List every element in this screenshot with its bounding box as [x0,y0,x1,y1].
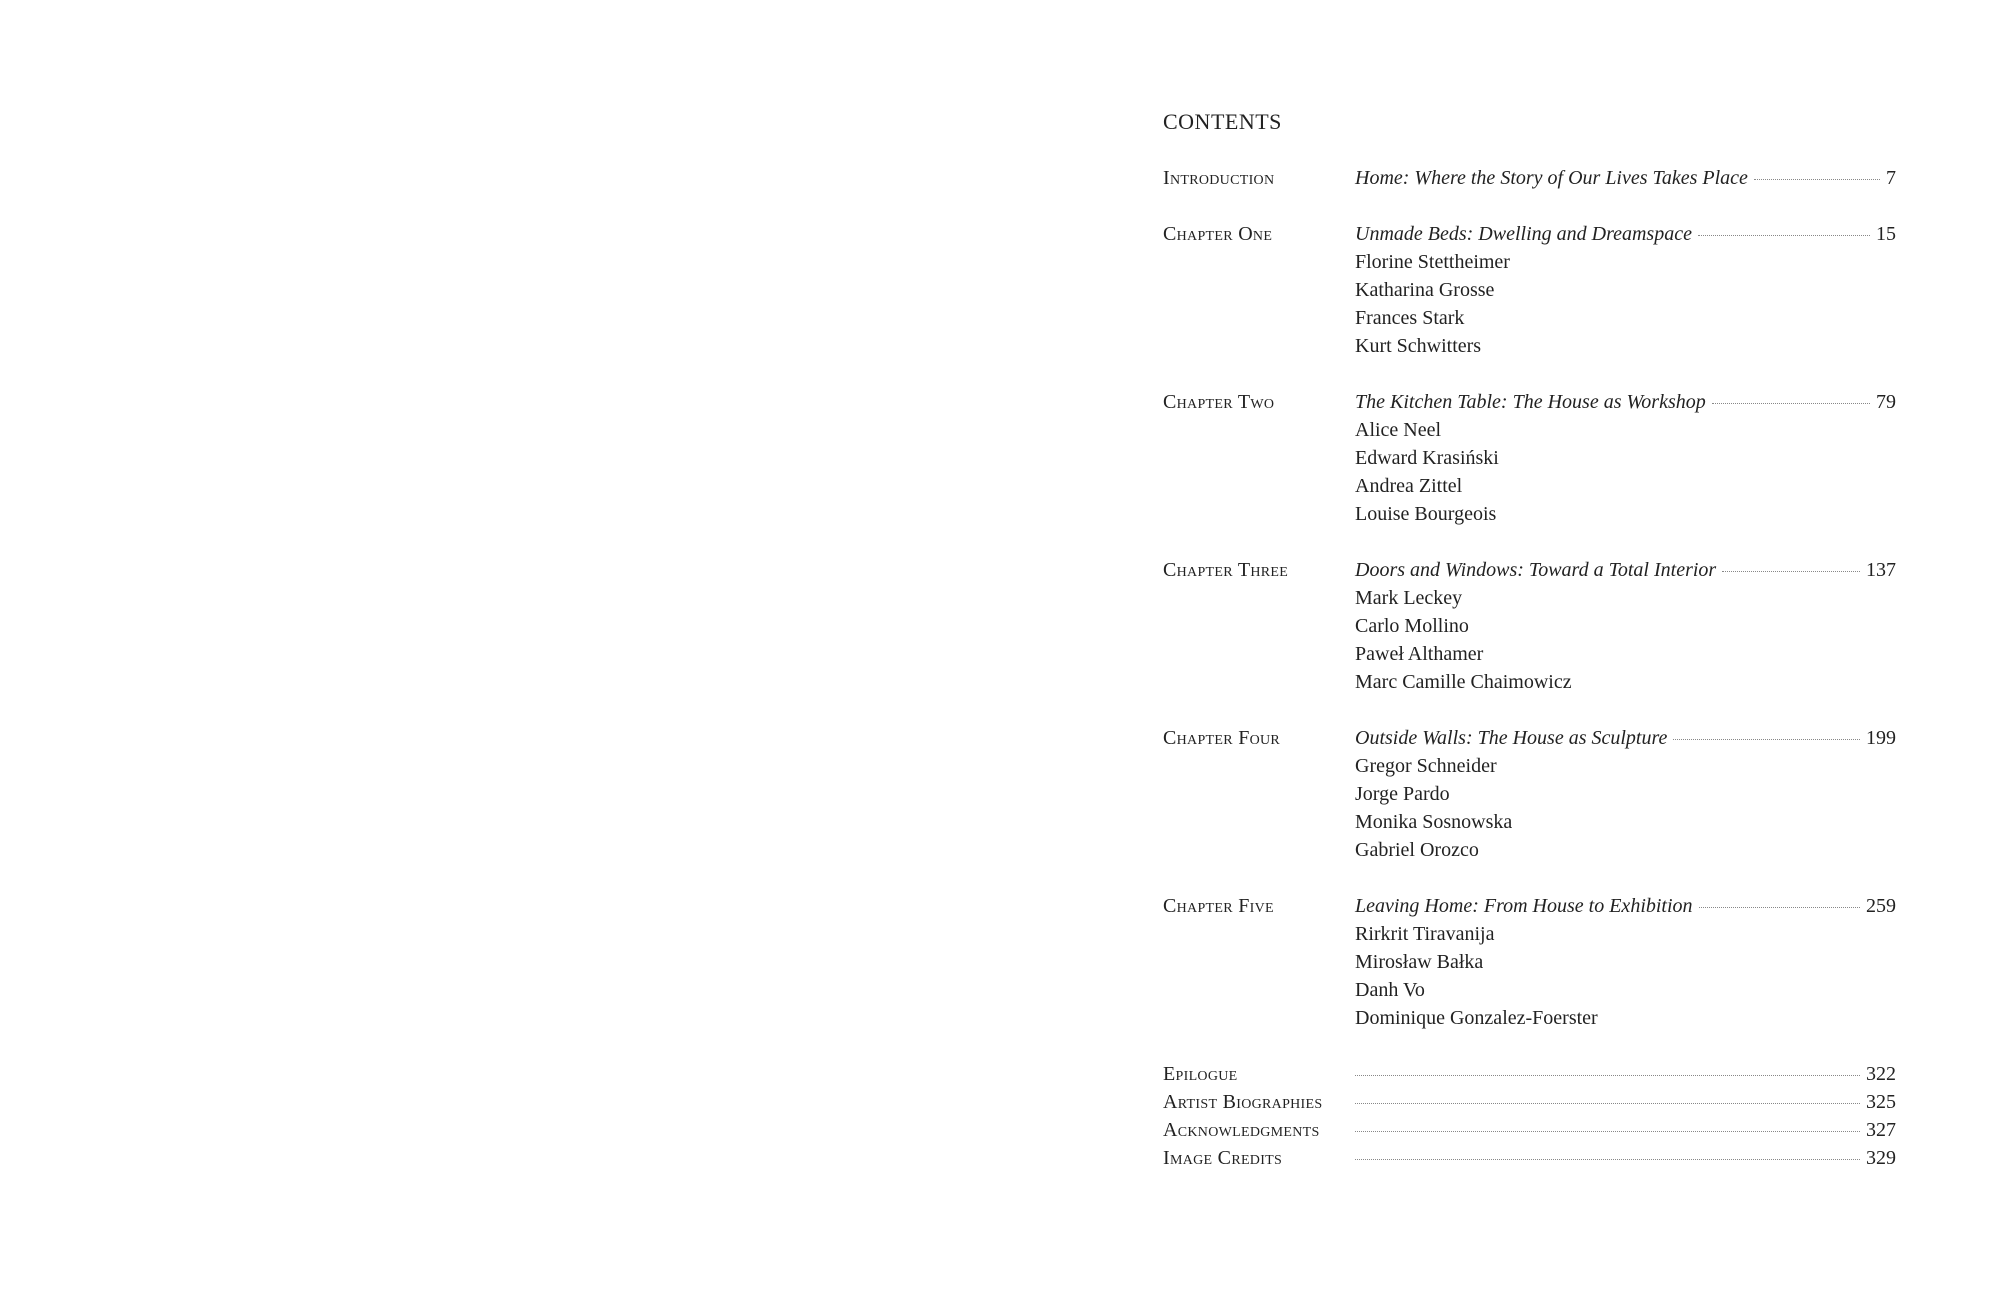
section-label: Chapter Four [1163,727,1281,749]
chapter-title-line[interactable] [1355,220,1896,248]
section-label: Epilogue [1163,1063,1238,1085]
section-body [1355,556,1896,696]
toc-section-introduction [1163,164,1896,192]
chapter-title-line[interactable] [1355,556,1896,584]
chapter-title-line[interactable] [1355,164,1896,192]
section-body [1355,220,1896,360]
dot-leader [1722,571,1860,572]
toc-entry-image-credits[interactable] [1163,1144,1896,1172]
toc-entry-epilogue[interactable] [1163,1060,1896,1088]
chapter-title-line[interactable] [1355,388,1896,416]
page-number: 15 [1876,223,1896,245]
artist-name: Dominique Gonzalez-Foerster [1355,1007,1598,1029]
page-number: 199 [1866,727,1896,749]
contents-heading: CONTENTS [1163,109,1282,134]
page-number: 327 [1866,1119,1896,1141]
section-body [1355,388,1896,528]
dot-leader [1355,1103,1860,1104]
artist-name: Katharina Grosse [1355,279,1495,301]
dot-leader [1754,179,1880,180]
artist-name: Kurt Schwitters [1355,335,1482,357]
toc-section-chapter-five [1163,892,1896,1032]
table-of-contents [1163,108,1896,1172]
section-label: Image Credits [1163,1147,1283,1169]
artist-name: Monika Sosnowska [1355,811,1513,833]
dot-leader [1698,235,1870,236]
section-body [1355,724,1896,864]
page-number: 7 [1886,167,1896,189]
toc-section-chapter-two [1163,388,1896,528]
toc-entry-artist-biographies[interactable] [1163,1088,1896,1116]
artist-name: Alice Neel [1355,419,1442,441]
dot-leader [1355,1075,1860,1076]
section-label: Acknowledgments [1163,1119,1320,1141]
page-number: 325 [1866,1091,1896,1113]
back-matter-line [1355,1088,1896,1116]
page-number: 137 [1866,559,1896,581]
toc-section-chapter-four [1163,724,1896,864]
artist-name: Gregor Schneider [1355,755,1497,777]
back-matter-line [1355,1144,1896,1172]
page-number: 259 [1866,895,1896,917]
chapter-title: Leaving Home: From House to Exhibition [1355,895,1693,917]
section-label: Artist Biographies [1163,1091,1323,1113]
section-body [1355,164,1896,192]
dot-leader [1355,1159,1860,1160]
dot-leader [1699,907,1860,908]
section-label: Chapter Five [1163,895,1274,917]
dot-leader [1355,1131,1860,1132]
artist-name: Mirosław Bałka [1355,951,1484,973]
section-body [1355,892,1896,1032]
section-label: Introduction [1163,167,1275,189]
artist-name: Edward Krasiński [1355,447,1499,469]
artist-name: Gabriel Orozco [1355,839,1479,861]
back-matter-line [1355,1060,1896,1088]
page-number: 329 [1866,1147,1896,1169]
dot-leader [1673,739,1860,740]
artist-name: Jorge Pardo [1355,783,1450,805]
chapter-title: Home: Where the Story of Our Lives Takes Place [1355,167,1748,189]
chapter-title: Doors and Windows: Toward a Total Interior [1355,559,1717,581]
back-matter-line [1355,1116,1896,1144]
artist-name: Rirkrit Tiravanija [1355,923,1495,945]
artist-name: Louise Bourgeois [1355,503,1497,525]
section-label: Chapter One [1163,223,1273,245]
page-number: 322 [1866,1063,1896,1085]
artist-name: Florine Stettheimer [1355,251,1510,273]
toc-entry-acknowledgments[interactable] [1163,1116,1896,1144]
chapter-title-line[interactable] [1355,724,1896,752]
artist-name: Paweł Althamer [1355,643,1484,665]
artist-name: Carlo Mollino [1355,615,1469,637]
toc-section-chapter-three [1163,556,1896,696]
toc-section-chapter-one [1163,220,1896,360]
artist-name: Andrea Zittel [1355,475,1463,497]
chapter-title-line[interactable] [1355,892,1896,920]
page-number: 79 [1876,391,1896,413]
section-label: Chapter Two [1163,391,1275,413]
artist-name: Marc Camille Chaimowicz [1355,671,1572,693]
chapter-title: Outside Walls: The House as Sculpture [1355,727,1668,749]
chapter-title: Unmade Beds: Dwelling and Dreamspace [1355,223,1692,245]
artist-name: Danh Vo [1355,979,1425,1001]
section-label: Chapter Three [1163,559,1289,581]
dot-leader [1712,403,1870,404]
artist-name: Mark Leckey [1355,587,1463,609]
artist-name: Frances Stark [1355,307,1465,329]
chapter-title: The Kitchen Table: The House as Workshop [1355,391,1706,413]
